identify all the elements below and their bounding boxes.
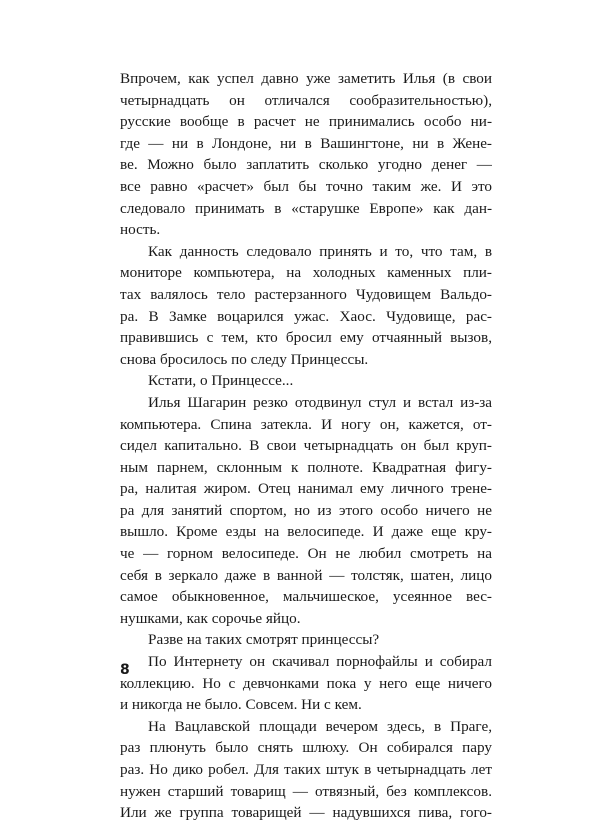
text-line: себя в зеркало даже в ванной — толстяк, шатен, лицо xyxy=(120,566,492,584)
text-line: тах валялось тело растерзанного Чудовищем Вальдо- xyxy=(120,285,492,303)
text-line: правившись с тем, кто бросил ему отчаянный вызов, xyxy=(120,329,492,347)
text-line: Как данность следовало принять и то, что там, в xyxy=(148,242,492,260)
body-text xyxy=(120,68,492,824)
text-line: Впрочем, как успел давно уже заметить Илья (в свои xyxy=(120,70,492,87)
text-line: раз плюнуть было снять шлюху. Он собирался пару xyxy=(120,739,492,757)
text-line: мониторе компьютера, на холодных каменных пли- xyxy=(120,264,492,282)
text-line: ве. Можно было заплатить сколько угодно денег — xyxy=(120,156,492,174)
text-line: че — горном велосипеде. Он не любил смотреть на xyxy=(120,545,492,563)
text-line: и никогда не было. Совсем. Ни с кем. xyxy=(120,696,362,714)
text-line: На Вацлавской площади вечером здесь, в Праге, xyxy=(148,717,492,735)
text-line: следовало принимать в «старушке Европе» как дан- xyxy=(120,199,492,217)
text-line: Разве на таких смотрят принцессы? xyxy=(148,631,380,649)
text-line: нушками, как сорочье яйцо. xyxy=(120,609,301,627)
text-line: По Интернету он скачивал порнофайлы и собирал xyxy=(148,653,492,671)
text-line: Или же группа товарищей — надувшихся пива, гого- xyxy=(120,804,492,822)
text-line: Илья Шагарин резко отодвинул стул и встал из-за xyxy=(148,393,492,411)
text-line: нужен старший товарищ — отвязный, без комплексов. xyxy=(120,782,492,800)
page-number: 8 xyxy=(120,662,130,678)
text-line: четырнадцать он отличался сообразительностью), xyxy=(120,91,492,109)
text-line: ность. xyxy=(120,221,161,239)
text-line: ра, налитая жиром. Отец нанимал ему личного трене- xyxy=(120,480,492,498)
text-line: ра. В Замке воцарился ужас. Хаос. Чудовище, рас- xyxy=(120,307,492,325)
text-line: раз. Но дико робел. Для таких штук в четырнадцать лет xyxy=(120,761,492,778)
text-line: Кстати, о Принцессе... xyxy=(148,372,294,390)
text-line: русские вообще в расчет не принимались особо ни- xyxy=(120,113,492,131)
text-line: все равно «расчет» был бы точно таким же. И это xyxy=(120,177,492,195)
text-line: компьютера. Спина затекла. И ногу он, кажется, от- xyxy=(120,415,492,433)
text-line: ра для занятий спортом, но из этого особо ничего не xyxy=(120,501,492,519)
text-line: коллекцию. Но с девчонками пока у него еще ничего xyxy=(120,674,492,692)
text-line: самое обыкновенное, мальчишеское, усеянное вес- xyxy=(120,588,492,606)
text-line: сидел капитально. В свои четырнадцать он был круп- xyxy=(120,437,492,455)
text-line: вышло. Кроме езды на велосипеде. И даже еще кру- xyxy=(120,523,492,541)
text-line: где — ни в Лондоне, ни в Вашингтоне, ни в Жене- xyxy=(120,134,492,152)
text-line: ным парнем, склонным к полноте. Квадратная фигу- xyxy=(120,458,492,476)
text-line: снова бросилось по следу Принцессы. xyxy=(120,350,369,368)
